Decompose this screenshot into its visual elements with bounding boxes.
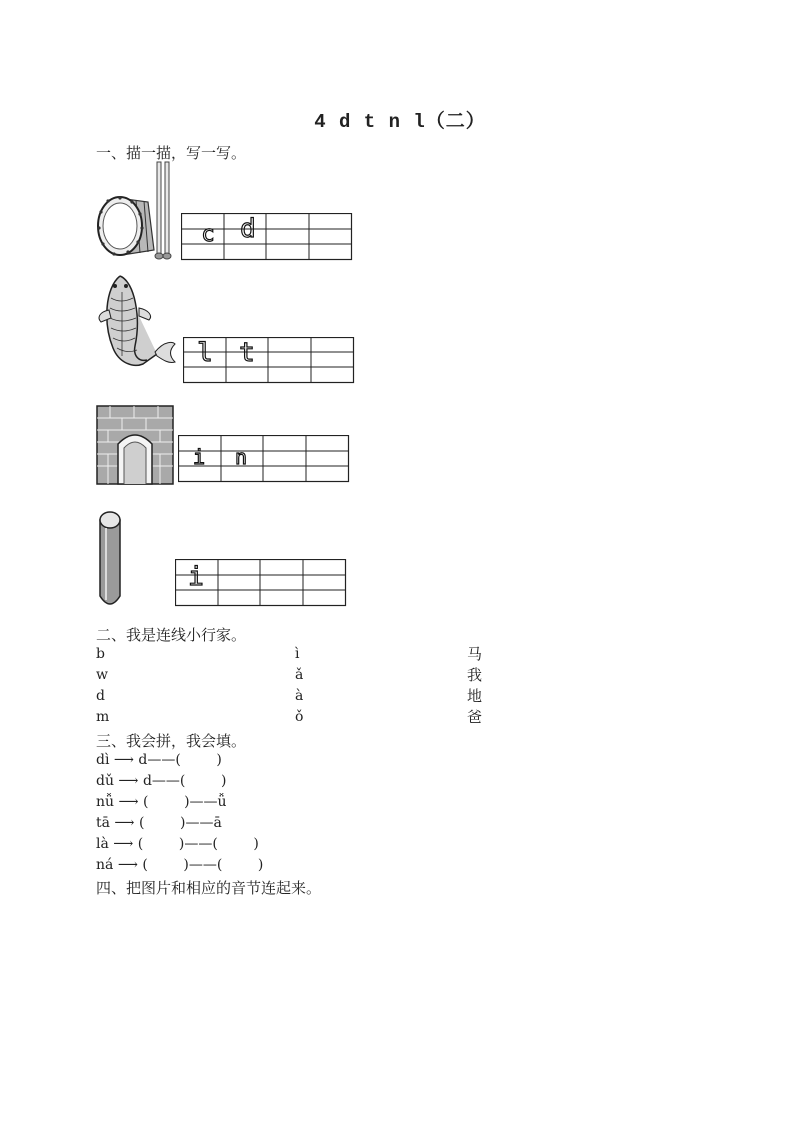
drum-icon (96, 160, 176, 260)
spelling-line[interactable]: tā ⟶ ( )——ā (96, 815, 222, 831)
section-1-heading: 一、描一描，写一写。 (96, 144, 247, 162)
character-item[interactable]: 爸 (467, 708, 483, 726)
characters-column (467, 644, 482, 728)
trace-letter[interactable]: d (240, 214, 256, 244)
trace-letter[interactable]: t (239, 338, 255, 368)
finals-column (295, 644, 303, 728)
initials-column (96, 644, 109, 728)
character-item[interactable]: 地 (467, 687, 483, 705)
initial-item[interactable]: d (96, 688, 105, 704)
section-3-heading: 三、我会拼，我会填。 (96, 732, 247, 750)
stick-icon (96, 508, 126, 610)
initial-item[interactable]: b (96, 646, 105, 662)
character-item[interactable]: 我 (467, 666, 483, 684)
gate-icon (96, 402, 176, 486)
fish-icon (95, 268, 177, 388)
final-item[interactable]: ì (295, 646, 300, 662)
trace-letter[interactable]: l (197, 338, 213, 368)
trace-letter[interactable]: i (192, 445, 206, 469)
page-title: 4 d t n l（二） (314, 111, 486, 133)
initial-item[interactable]: m (96, 709, 110, 725)
spelling-line[interactable]: là ⟶ ( )——( ) (96, 836, 259, 852)
trace-letter[interactable]: c (201, 222, 215, 247)
spelling-line[interactable]: dì ⟶ d——( ) (96, 752, 222, 768)
final-item[interactable]: ǒ (295, 709, 304, 725)
trace-letter[interactable]: n (234, 445, 248, 469)
section-2-heading: 二、我是连线小行家。 (96, 626, 247, 644)
spelling-line[interactable]: ná ⟶ ( )——( ) (96, 857, 264, 873)
section-4-heading: 四、把图片和相应的音节连起来。 (96, 879, 322, 897)
spelling-exercise (96, 750, 263, 876)
character-item[interactable]: 马 (467, 645, 483, 663)
trace-letter[interactable]: i (188, 562, 204, 592)
spelling-line[interactable]: dǔ ⟶ d——( ) (96, 773, 227, 789)
spelling-line[interactable]: nǚ ⟶ ( )——ǚ (96, 794, 227, 810)
final-item[interactable]: à (295, 688, 304, 704)
initial-item[interactable]: w (96, 667, 108, 683)
final-item[interactable]: ǎ (295, 667, 304, 683)
